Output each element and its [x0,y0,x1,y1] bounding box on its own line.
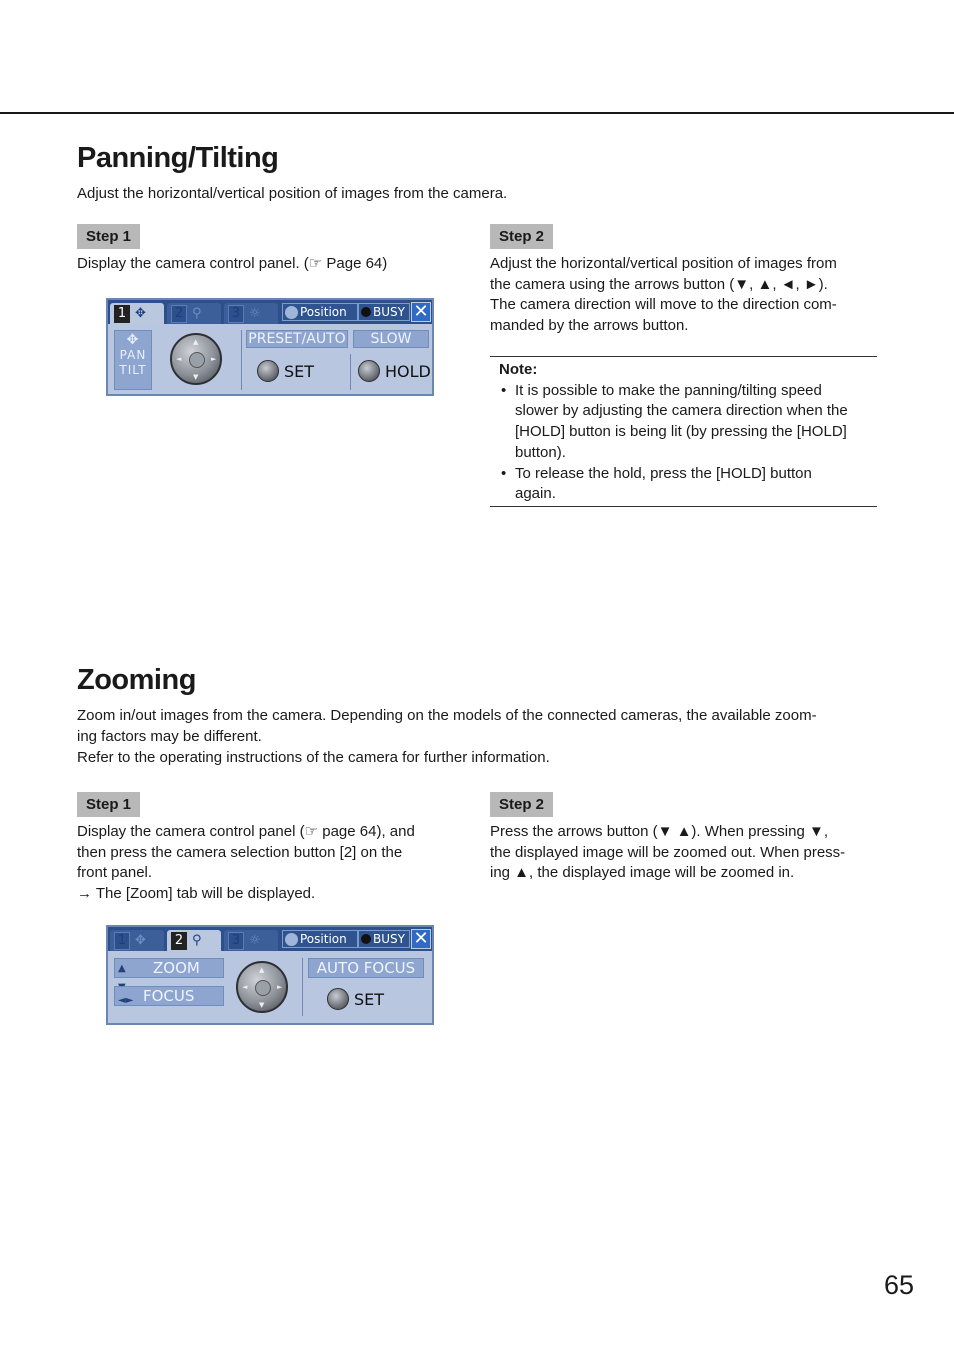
arrow-right-icon: ► [211,355,217,363]
brightness-sun-icon: ☼ [249,306,261,321]
hold-label: HOLD [385,361,431,381]
focus-label: FOCUS [143,987,195,1005]
pan-tilt-arrows-icon: ✥ [135,306,146,321]
section-title-zooming: Zooming [77,664,196,696]
busy-label: BUSY [373,305,405,319]
text-line: It is possible to make the panning/tilting speed [515,381,822,399]
text-line: front panel. [77,864,153,882]
text-line: Display the camera control panel. (☞ Page 64) [77,255,388,272]
tab-number: 2 [171,932,187,950]
arrow-up-icon: ▲ [193,338,199,346]
note-box [490,356,877,507]
position-icon [285,933,298,946]
tilt-label: TILT [119,363,147,377]
tab-number: 1 [114,305,130,323]
text-line: Press the arrows button (▼ ▲). When pressing ▼, [490,823,828,840]
panel-tabbar [108,300,432,324]
close-button[interactable]: ✕ [411,929,431,949]
busy-indicator [358,303,410,321]
text-line: ing ▲, the displayed image will be zoomed in. [490,864,795,882]
camera-control-panel-zoom [106,925,434,1025]
page-number: 65 [884,1270,915,1300]
step2-badge: Step 2 [490,224,553,249]
slow-button[interactable]: SLOW [353,330,429,348]
text-line: → The [Zoom] tab will be displayed. [77,885,316,903]
set-button[interactable] [327,988,384,1010]
tab-number: 3 [228,932,244,950]
joystick-knob [255,980,271,996]
preset-auto-button[interactable]: PRESET/AUTO [246,330,348,348]
panel-divider [241,330,242,390]
hold-button[interactable] [358,360,431,382]
arrow-left-icon: ◄ [242,983,248,991]
note-label: Note: [499,361,538,378]
position-icon [285,306,298,319]
direction-joystick[interactable] [170,333,222,385]
text-line: Zoom in/out images from the camera. Depending on the models of the connected cameras, the available zoom- [77,707,817,724]
camera-control-panel-pantilt [106,298,434,396]
panel-divider [350,354,351,390]
set-label: SET [284,361,315,381]
text-line: manded by the arrows button. [490,317,689,335]
step1-text [77,254,457,275]
tab-brightness[interactable] [224,930,278,951]
text-line: again. [515,485,556,503]
zoom-label: ZOOM [153,959,200,977]
arrow-down-icon: ▼ [193,373,199,381]
set-round-icon [257,360,279,382]
step1-badge: Step 1 [77,792,140,817]
focus-button[interactable] [114,986,224,1006]
section-title-panning: Panning/Tilting [77,142,279,174]
pan-tilt-arrows-icon: ✥ [126,332,140,348]
close-button[interactable]: ✕ [411,302,431,322]
busy-indicator [358,930,410,948]
arrow-up-icon: ▲ [259,966,265,974]
arrow-down-icon: ▼ [259,1001,265,1009]
step2-badge: Step 2 [490,792,553,817]
panel-divider [302,958,303,1016]
tab-number: 1 [114,932,130,950]
busy-label: BUSY [373,932,405,946]
position-label: Position [300,932,347,946]
tab-number: 3 [228,305,244,323]
zoom-magnifier-icon: ⚲ [192,933,202,948]
text-line: Adjust the horizontal/vertical position of images from [490,255,837,272]
text-line: slower by adjusting the camera direction when the [515,402,848,420]
direction-joystick[interactable] [236,961,288,1013]
text-line: Display the camera control panel (☞ page 64), and [77,823,415,840]
text-line: the displayed image will be zoomed out. When press- [490,843,846,861]
tab-brightness[interactable] [224,303,278,324]
pan-tilt-arrows-icon: ✥ [135,933,146,948]
brightness-sun-icon: ☼ [249,933,261,948]
position-label: Position [300,305,347,319]
tab-zoom[interactable] [167,303,221,324]
left-right-arrows-icon: ◄► [118,995,134,1006]
text-line: the camera using the arrows button (▼, ▲, ◄, ►). [490,275,828,293]
text-line: then press the camera selection button [2] on the [77,843,403,861]
busy-led-icon [361,307,371,317]
text-line: To release the hold, press the [HOLD] button [515,464,812,482]
arrow-right-icon: ► [277,983,283,991]
joystick-knob [189,352,205,368]
text-line: Refer to the operating instructions of the camera for further information. [77,749,550,766]
zoom-magnifier-icon: ⚲ [192,306,202,321]
tab-number: 2 [171,305,187,323]
up-down-arrows-icon: ▲ [118,963,126,974]
arrow-left-icon: ◄ [176,355,182,363]
text-line: [HOLD] button is being lit (by pressing the [HOLD] [515,423,847,441]
panel-tabbar [108,927,432,951]
set-button[interactable] [257,360,314,382]
hold-round-icon [358,360,380,382]
position-button[interactable] [282,303,358,321]
panel-body [108,324,432,394]
note-item [515,381,877,464]
pan-tilt-button[interactable] [114,330,152,390]
step2-text [490,254,890,337]
tab-zoom[interactable] [167,930,221,951]
auto-focus-button[interactable]: AUTO FOCUS [308,958,424,978]
note-item [515,464,877,505]
text-line: ing factors may be different. [77,728,262,745]
section-intro [77,705,897,768]
set-round-icon [327,988,349,1010]
zoom-button[interactable] [114,958,224,978]
section-intro: Adjust the horizontal/vertical position of images from the camera. [77,185,508,202]
tab-pan-tilt[interactable] [110,303,164,324]
text-line: button). [515,443,566,461]
step1-badge: Step 1 [77,224,140,249]
set-label: SET [354,989,385,1009]
position-button[interactable] [282,930,358,948]
step2-text [490,822,890,884]
tab-pan-tilt[interactable] [110,930,164,951]
step1-text [77,822,467,905]
busy-led-icon [361,934,371,944]
pan-label: PAN [119,348,147,362]
panel-body [108,951,432,1023]
header-rule [0,112,954,114]
text-line: The camera direction will move to the direction com- [490,296,837,314]
note-list [490,381,877,505]
